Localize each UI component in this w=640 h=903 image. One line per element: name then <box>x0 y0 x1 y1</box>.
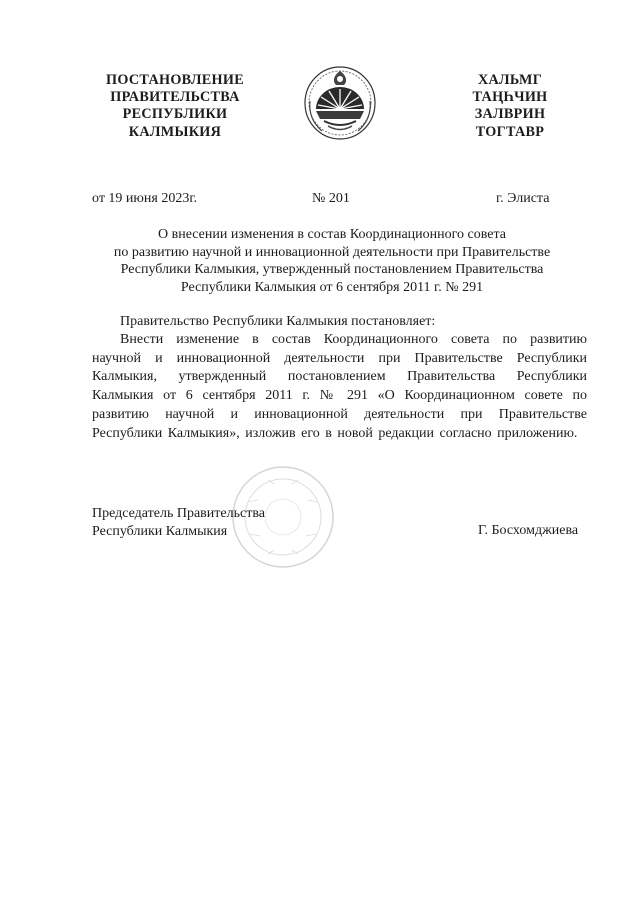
document-city: г. Элиста <box>496 191 550 206</box>
subject-line: по развитию научной и инновационной деятельности при Правительстве <box>113 244 551 260</box>
header-left-line: РЕСПУБЛИКИ <box>122 106 228 123</box>
header-right-line: ТАҢҺЧИН <box>472 89 548 106</box>
signature-name: Г. Босхомджиева <box>478 523 579 538</box>
header-right-line: ХАЛЬМГ <box>477 72 543 88</box>
signature-title-line: Председатель Правительства <box>92 506 265 521</box>
header-left-line: ПРАВИТЕЛЬСТВА <box>110 89 240 106</box>
subject-line: О внесении изменения в состав Координационного совета <box>158 227 506 242</box>
body-paragraph: Внести изменение в состав Координационного совета по развитию научной и инновационной деятельности при Правительстве Республики Калмыкия, утвержденный постановлением Правительства Республики Калмыкия от 6 сентября 2011 г. № 291 «О Координационном совете по развитию научной и инновационной деятельности при Правительстве Республики Калмыкия», изложив его в новой редакции согласно приложению. <box>92 332 587 441</box>
coat-of-arms-icon <box>302 63 378 141</box>
header-right-line: ЗАЛВРИН <box>474 106 546 123</box>
header-left-title <box>100 72 250 141</box>
signature-title <box>92 505 265 541</box>
preamble: Правительство Республики Калмыкия постановляет: <box>120 314 436 329</box>
document-number: № 201 <box>312 191 350 206</box>
header-right-line: ТОГТАВР <box>475 123 545 140</box>
subject-line: Республики Калмыкия от 6 сентября 2011 г. № 291 <box>180 279 484 295</box>
signature-title-line: Республики Калмыкия <box>92 524 228 539</box>
header-left-line: ПОСТАНОВЛЕНИЕ <box>106 72 244 88</box>
document-subject <box>92 226 572 296</box>
document-date: от 19 июня 2023г. <box>92 191 197 206</box>
subject-line: Республики Калмыкия, утвержденный постановлением Правительства <box>120 262 544 277</box>
header-left-line: КАЛМЫКИЯ <box>128 123 222 140</box>
header-right-title <box>455 72 565 141</box>
